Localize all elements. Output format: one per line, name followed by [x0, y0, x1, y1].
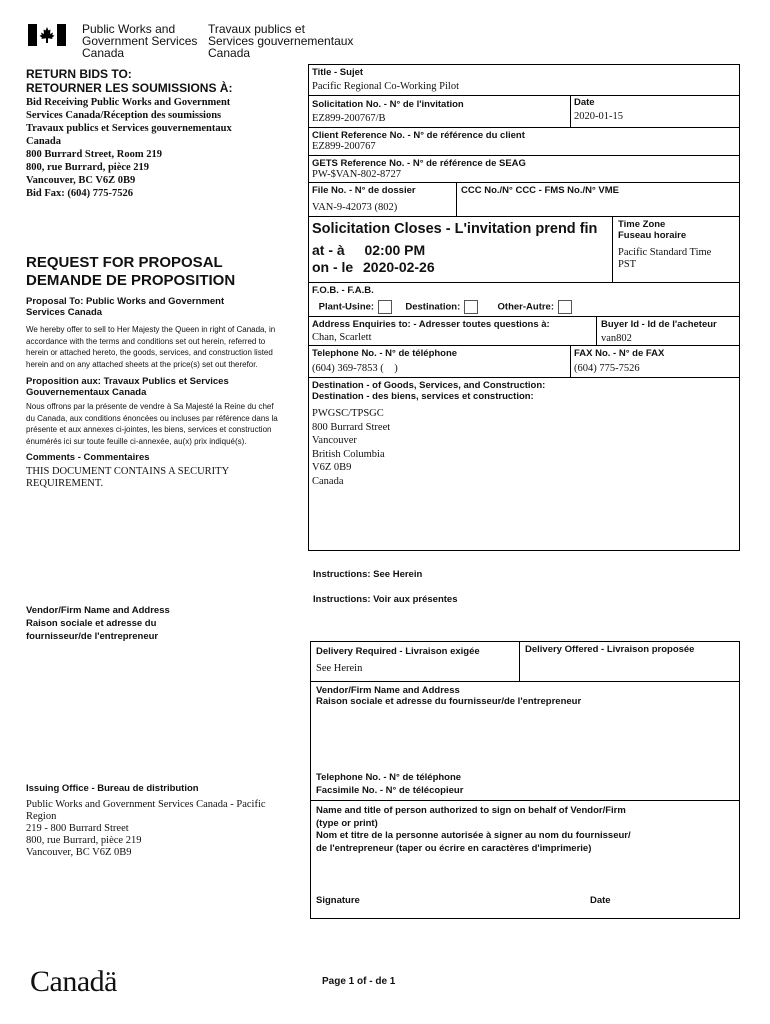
auth-line4: de l'entrepreneur (taper ou écrire en caractères d'imprimerie) — [316, 842, 592, 854]
issuing-line: 219 - 800 Burrard Street — [26, 823, 129, 834]
vendor-left-label — [26, 604, 170, 643]
title-label: Title - Sujet — [312, 67, 364, 78]
vendor-label-2: Raison sociale et adresse du fournisseur/de l'entrepreneur — [316, 696, 582, 707]
title-value: Pacific Regional Co-Working Pilot — [312, 81, 460, 92]
auth-line2: (type or print) — [316, 817, 378, 829]
title-field[interactable] — [312, 67, 732, 93]
tz-value-2: PST — [618, 259, 637, 270]
comments-line1: THIS DOCUMENT CONTAINS A SECURITY — [26, 466, 230, 477]
other-checkbox[interactable] — [558, 300, 572, 314]
vendor-left-line2: Raison sociale et adresse du — [26, 618, 157, 629]
rfp-title-fr: DEMANDE DE PROPOSITION — [26, 272, 236, 289]
delivery-off-label: Delivery Offered - Livraison proposée — [525, 644, 695, 655]
address-enq-label: Address Enquiries to: - Adresser toutes questions à: — [312, 319, 550, 330]
phone-value: (604) 369-7853 ( ) — [312, 363, 398, 374]
instructions-en: Instructions: See Herein — [313, 569, 423, 580]
destination-field — [312, 380, 732, 488]
fax-label: FAX No. - N° de FAX — [574, 348, 665, 359]
date-label: Date — [574, 97, 595, 108]
dept-fr-line1: Travaux publics et — [208, 22, 305, 36]
client-reference-field[interactable] — [312, 130, 732, 153]
comments-line2: REQUIREMENT. — [26, 478, 104, 489]
issuing-line: 800, rue Burrard, pièce 219 — [26, 835, 142, 846]
proposal-to-line1: Proposal To: Public Works and Government — [26, 296, 225, 307]
vendor-left-line1: Vendor/Firm Name and Address — [26, 605, 170, 616]
date-field[interactable] — [574, 97, 734, 123]
tz-label-1: Time Zone — [618, 219, 666, 230]
dest-label-2: Destination - des biens, services et construction: — [312, 391, 534, 402]
issuing-office — [26, 783, 296, 859]
return-bids-line: Bid Fax: (604) 775-7526 — [26, 188, 134, 199]
rfp-section — [26, 254, 281, 490]
time-zone-field[interactable] — [618, 219, 736, 271]
issuing-line: Vancouver, BC V6Z 0B9 — [26, 847, 132, 858]
canada-wordmark-text: Canadä — [30, 965, 117, 998]
client-ref-value: EZ899-200767 — [312, 141, 376, 152]
dest-line: V6Z 0B9 — [312, 462, 352, 473]
department-name-fr — [208, 23, 353, 59]
offer-text-fr: Nous offrons par la présente de vendre à Sa Majesté la Reine du chef du Canada, aux conditions énoncées ou incluses par référence dans la présente et aux annexes ci-jointes, les biens, services et construction énumérés ici sur toute feuille ci-annexée, au(x) prix indiqué(s). — [26, 402, 278, 446]
at-value: 02:00 PM — [364, 242, 426, 258]
address-enq-value: Chan, Scarlett — [312, 332, 372, 343]
offer-text-en: We hereby offer to sell to Her Majesty the Queen in right of Canada, in accordance with the terms and conditions set out herein, referred to herein or attached hereto, the goods, services, and construction listed herein and on any attached sheets at the price(s) set out therefor. — [26, 325, 276, 369]
return-bids-line: Bid Receiving Public Works and Government — [26, 97, 231, 108]
issuing-office-label: Issuing Office - Bureau de distribution — [26, 783, 199, 794]
auth-line3: Nom et titre de la personne autorisée à signer au nom du fournisseur/ — [316, 830, 631, 841]
telephone-field[interactable] — [312, 348, 567, 375]
department-name-en — [82, 23, 197, 59]
address-enquiries-field[interactable] — [312, 319, 594, 344]
vendor-tel-label: Telephone No. - N° de téléphone — [316, 772, 462, 783]
dest-line: PWGSC/TPSGC — [312, 408, 384, 419]
on-value: 2020-02-26 — [363, 259, 435, 275]
plant-label: Plant-Usine: — [318, 301, 375, 313]
at-label: at - à — [312, 242, 345, 258]
canada-wordmark — [30, 964, 117, 1000]
tz-label-2: Fuseau horaire — [618, 230, 687, 241]
return-bids-line: Services Canada/Réception des soumissions — [26, 110, 222, 121]
buyer-value: van802 — [601, 333, 632, 344]
dept-en-line3: Canada — [82, 46, 125, 60]
destination-label: Destination: — [405, 301, 461, 313]
return-bids-title-en: RETURN BIDS TO: — [26, 67, 132, 81]
dept-en-line1: Public Works and — [82, 22, 176, 36]
instructions-fr: Instructions: Voir aux présentes — [313, 594, 458, 605]
proposal-to-line2: Services Canada — [26, 307, 103, 318]
proposition-line2: Gouvernementaux Canada — [26, 387, 147, 398]
vendor-name-field[interactable] — [316, 685, 736, 707]
gets-reference-field[interactable] — [312, 158, 732, 181]
dest-line: Canada — [312, 475, 344, 487]
issuing-line: Public Works and Government Services Canada - Pacific — [26, 799, 266, 810]
issuing-line: Region — [26, 811, 57, 822]
vendor-left-line3: fournisseur/de l'entrepreneur — [26, 631, 159, 642]
client-ref-label: Client Reference No. - N° de référence du client — [312, 130, 525, 141]
on-label: on - le — [312, 259, 354, 275]
vendor-contact-field[interactable] — [316, 771, 736, 797]
fob-field — [312, 285, 732, 314]
buyer-label: Buyer Id - Id de l'acheteur — [601, 319, 717, 330]
return-bids-line: 800 Burrard Street, Room 219 — [26, 149, 162, 160]
return-bids-line: 800, rue Burrard, pièce 219 — [26, 162, 150, 173]
dest-line: Vancouver — [312, 435, 357, 446]
page-number: Page 1 of - de 1 — [322, 976, 396, 987]
solicitation-label: Solicitation No. - N° de l'invitation — [312, 99, 464, 110]
dept-fr-line3: Canada — [208, 46, 251, 60]
dept-fr-line2: Services gouvernementaux — [208, 34, 354, 48]
dest-label-1: Destination - of Goods, Services, and Construction: — [312, 380, 546, 391]
fax-value: (604) 775-7526 — [574, 363, 640, 374]
delivery-required-field[interactable] — [316, 646, 516, 675]
comments-label: Comments - Commentaires — [26, 452, 150, 463]
rfp-title-en: REQUEST FOR PROPOSAL — [26, 254, 223, 271]
authorized-person-field[interactable] — [316, 805, 736, 855]
return-bids-line: Travaux publics et Services gouvernementaux — [26, 123, 232, 134]
destination-checkbox[interactable] — [464, 300, 478, 314]
file-label: File No. - N° de dossier — [312, 185, 416, 196]
return-bids-section — [26, 67, 296, 200]
fax-field[interactable] — [574, 348, 736, 375]
other-label: Other-Autre: — [497, 301, 555, 313]
fob-label: F.O.B. - F.A.B. — [312, 285, 374, 296]
canada-flag-icon — [28, 24, 66, 46]
auth-line1: Name and title of person authorized to sign on behalf of Vendor/Firm — [316, 805, 626, 816]
return-bids-line: Vancouver, BC V6Z 0B9 — [26, 175, 136, 186]
delivery-offered-field[interactable] — [525, 644, 737, 655]
plant-checkbox[interactable] — [378, 300, 392, 314]
phone-label: Telephone No. - N° de téléphone — [312, 348, 458, 359]
gets-value: PW-$VAN-802-8727 — [312, 169, 402, 180]
signature-date-label[interactable]: Date — [590, 895, 611, 906]
vendor-fax-label: Facsimile No. - N° de télécopieur — [316, 785, 464, 796]
date-value: 2020-01-15 — [574, 111, 623, 122]
dest-line: 800 Burrard Street — [312, 421, 391, 433]
proposition-line1: Proposition aux: Travaux Publics et Services — [26, 376, 229, 387]
solicitation-closes — [312, 220, 612, 276]
dest-line: British Columbia — [312, 448, 385, 460]
delivery-req-label: Delivery Required - Livraison exigée — [316, 646, 480, 657]
tz-value-1: Pacific Standard Time — [618, 247, 712, 258]
ccc-number-field[interactable] — [461, 185, 736, 196]
solicitation-number-field[interactable] — [312, 99, 562, 125]
closes-title: Solicitation Closes - L'invitation prend fin — [312, 221, 598, 237]
solicitation-value: EZ899-200767/B — [312, 113, 386, 124]
return-bids-line: Canada — [26, 136, 62, 147]
vendor-label-1: Vendor/Firm Name and Address — [316, 685, 460, 696]
gets-label: GETS Reference No. - N° de référence de SEAG — [312, 158, 526, 169]
buyer-id-field[interactable] — [601, 319, 737, 345]
return-bids-title-fr: RETOURNER LES SOUMISSIONS À: — [26, 81, 233, 95]
ccc-label: CCC No./N° CCC - FMS No./N° VME — [461, 185, 620, 196]
dept-en-line2: Government Services — [82, 34, 198, 48]
return-bids-address — [26, 96, 296, 200]
file-number-field[interactable] — [312, 185, 452, 214]
signature-label[interactable]: Signature — [316, 895, 360, 906]
delivery-req-value: See Herein — [316, 663, 363, 674]
file-value: VAN-9-42073 (802) — [312, 202, 398, 213]
